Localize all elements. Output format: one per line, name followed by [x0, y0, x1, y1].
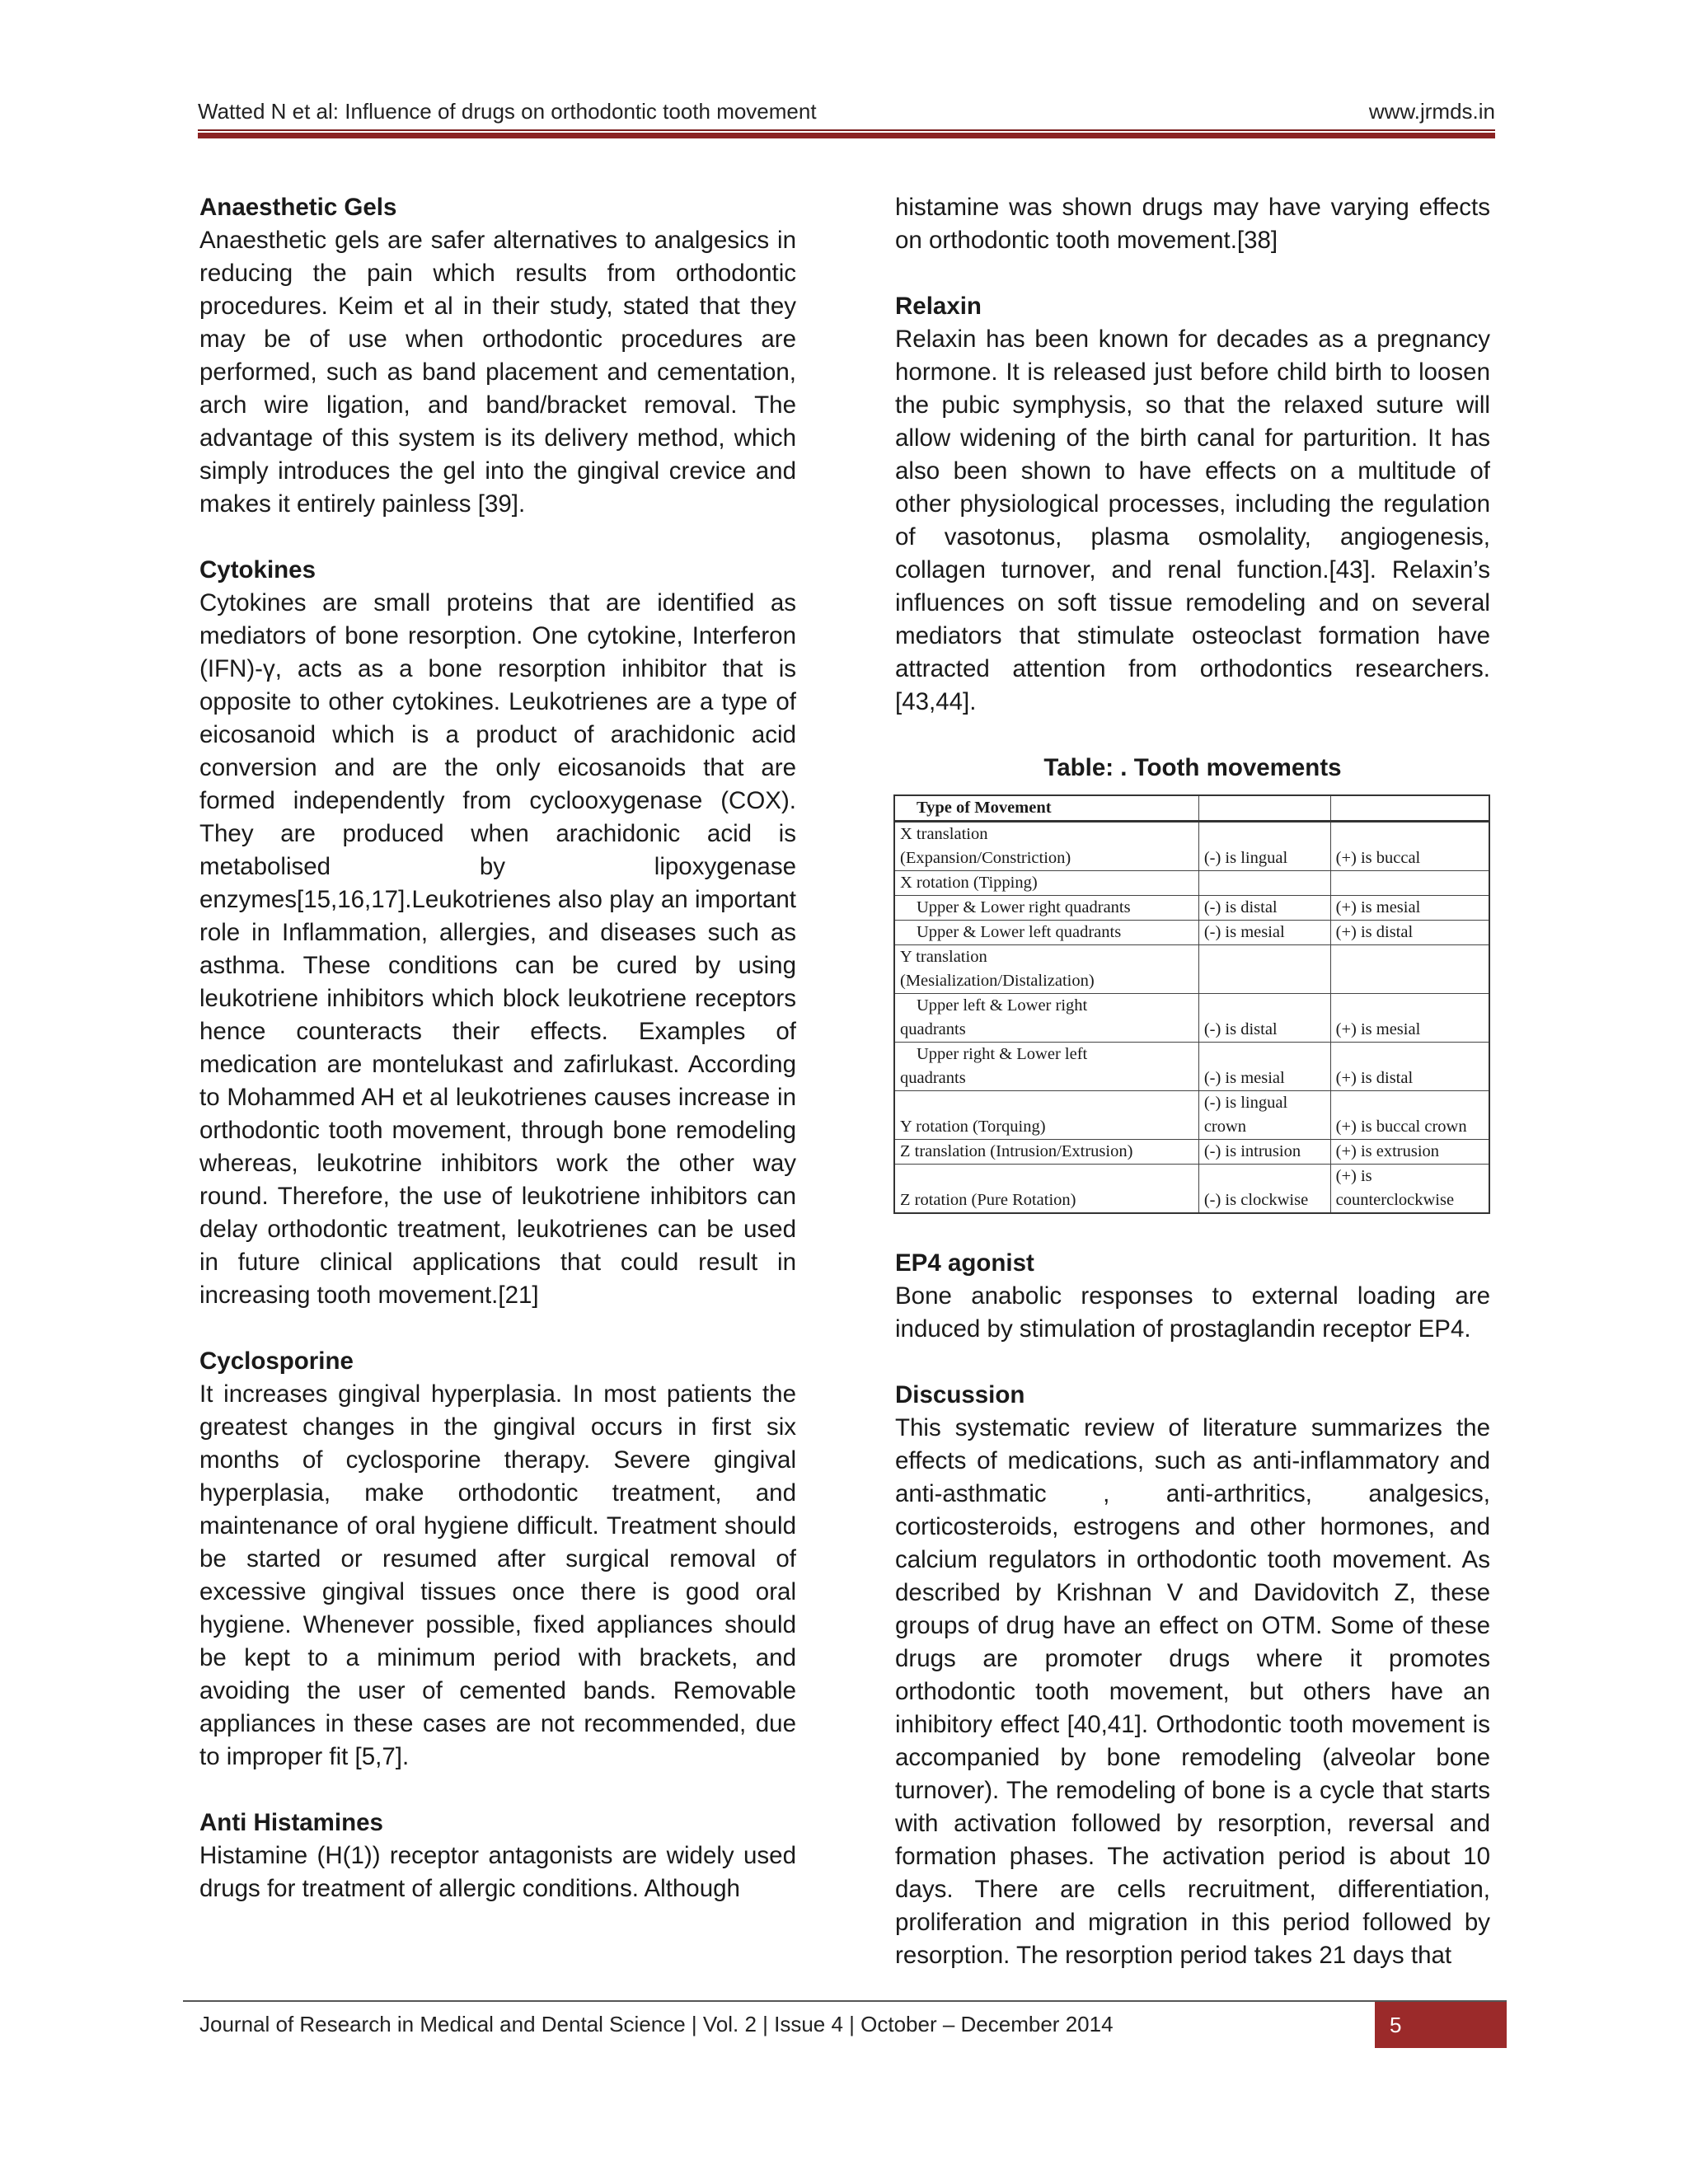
- table-cell: (Expansion/Constriction): [900, 849, 1071, 867]
- table-row: [894, 1165, 1489, 1214]
- table-cell: (+) is buccal: [1330, 822, 1489, 871]
- table-cell: Upper left & Lower right: [917, 996, 1088, 1015]
- table-cell: (+) is distal: [1330, 921, 1489, 945]
- table-header-cell: Type of Movement: [894, 795, 1198, 822]
- table-cell: (+) is distal: [1330, 1043, 1489, 1091]
- table-cell: (-) is clockwise: [1198, 1165, 1330, 1214]
- header-title: Watted N et al: Influence of drugs on orthodontic tooth movement: [198, 99, 817, 124]
- section-heading-cyclosporine: Cyclosporine: [199, 1347, 354, 1375]
- footer-rule: [183, 2000, 1507, 2002]
- table-cell: crown: [1203, 1118, 1247, 1136]
- table-row: [894, 921, 1489, 945]
- table-row: [894, 871, 1489, 896]
- section-body-cytokines: Cytokines are small proteins that are identified as mediators of bone resorption. One cytokine, Interferon (IFN)-γ, acts as a bone resorption inhibitor that is opposite to other cytokines. Leukotrienes are a type of eicosanoid which is a product of arachidonic acid conversion and are the only eicosanoids that are formed independently from cyclooxygenase (COX). They are produced when arachidonic acid is metabolised by lipoxygenase enzymes[15,16,17].Leukotrienes also play an important role in Inflammation, allergies, and diseases such as asthma. These conditions can be cured by using leukotriene inhibitors which block leukotriene receptors hence counteracts their effects. Examples of medication are montelukast and zafirlukast. According to Mohammed AH et al leukotrienes causes increase in orthodontic tooth movement, through bone remodeling whereas, leukotrine inhibitors work the other way round. Therefore, the use of leukotriene inhibitors can delay orthodontic treatment, leukotrienes can be used in future clinical applications that could result in increasing tooth movement.[21]: [199, 589, 796, 1309]
- table-cell: (-) is lingual: [1203, 1094, 1288, 1112]
- section-heading-cytokines: Cytokines: [199, 556, 316, 583]
- table-cell: Upper & Lower left quadrants: [894, 921, 1198, 945]
- table-cell: Upper & Lower right quadrants: [894, 896, 1198, 921]
- table-cell: Y rotation (Torquing): [894, 1091, 1198, 1140]
- running-header: [198, 97, 1495, 125]
- table-cell: (-) is intrusion: [1198, 1140, 1330, 1165]
- table-row: [894, 1043, 1489, 1091]
- table-cell: (-) is distal: [1198, 994, 1330, 1043]
- table-row: [894, 1140, 1489, 1165]
- section-body-ep4: Bone anabolic responses to external loading are induced by stimulation of prostaglandin receptor EP4.: [895, 1282, 1490, 1343]
- table-cell: (-) is mesial: [1198, 1043, 1330, 1091]
- table-cell: [1198, 945, 1330, 994]
- table-header-cell: [1330, 795, 1489, 822]
- table-cell: (-) is distal: [1198, 896, 1330, 921]
- table-row: [894, 945, 1489, 994]
- section-heading-discussion: Discussion: [895, 1381, 1025, 1408]
- table-cell: (+) is buccal crown: [1330, 1091, 1489, 1140]
- table-cell: Z translation (Intrusion/Extrusion): [894, 1140, 1198, 1165]
- table-cell: (+) is: [1335, 1167, 1372, 1185]
- table-cell: X translation: [900, 825, 988, 843]
- header-website[interactable]: www.jrmds.in: [1368, 99, 1495, 124]
- section-heading-antihistamines: Anti Histamines: [199, 1809, 383, 1836]
- section-heading-relaxin: Relaxin: [895, 293, 982, 320]
- page-number: 5: [1375, 2002, 1507, 2048]
- table-cell: (+) is mesial: [1330, 994, 1489, 1043]
- section-heading-ep4: EP4 agonist: [895, 1249, 1034, 1277]
- table-header-row: [894, 795, 1489, 822]
- table-header-cell: [1198, 795, 1330, 822]
- table-cell: X rotation (Tipping): [894, 871, 1198, 896]
- continued-paragraph: histamine was shown drugs may have varying effects on orthodontic tooth movement.[38]: [895, 194, 1490, 254]
- table-cell: Y translation: [900, 948, 987, 966]
- header-rule: [198, 129, 1495, 131]
- table-row: [894, 822, 1489, 871]
- table-cell: Upper right & Lower left: [917, 1045, 1088, 1063]
- table-cell: (+) is mesial: [1330, 896, 1489, 921]
- table-row: [894, 896, 1489, 921]
- section-body-antihistamines: Histamine (H(1)) receptor antagonists are widely used drugs for treatment of allergic conditions. Although: [199, 1842, 796, 1902]
- table-cell: (+) is extrusion: [1330, 1140, 1489, 1165]
- table-row: [894, 1091, 1489, 1140]
- table-cell: (-) is lingual: [1198, 822, 1330, 871]
- section-heading-anaesthetic: Anaesthetic Gels: [199, 194, 397, 221]
- table-cell: quadrants: [900, 1020, 966, 1038]
- table-caption: Table: . Tooth movements: [1043, 754, 1342, 781]
- table-cell: (-) is mesial: [1198, 921, 1330, 945]
- header-rule-thick: [198, 133, 1495, 138]
- table-cell: [1330, 871, 1489, 896]
- section-body-anaesthetic: Anaesthetic gels are safer alternatives to analgesics in reducing the pain which results from orthodontic procedures. Keim et al in their study, stated that they may be of use when orthodontic procedures are performed, such as band placement and cementation, arch wire ligation, and band/bracket removal. The advantage of this system is its delivery method, which simply introduces the gel into the gingival crevice and makes it entirely painless [39].: [199, 227, 796, 518]
- table-cell: Z rotation (Pure Rotation): [894, 1165, 1198, 1214]
- table-row: [894, 994, 1489, 1043]
- table-cell: quadrants: [900, 1069, 966, 1087]
- section-body-cyclosporine: It increases gingival hyperplasia. In most patients the greatest changes in the gingival occurs in first six months of cyclosporine therapy. Severe gingival hyperplasia, make orthodontic treatment, and maintenance of oral hygiene difficult. Treatment should be started or resumed after surgical removal of excessive gingival tissues once there is good oral hygiene. Whenever possible, fixed appliances should be kept to a minimum period with brackets, and avoiding the user of cemented bands. Removable appliances in these cases are not recommended, due to improper fit [5,7].: [199, 1380, 796, 1770]
- right-column: [895, 191, 1490, 1972]
- section-body-discussion: This systematic review of literature summarizes the effects of medications, such as anti-inflammatory and anti-asthmatic , anti-arthritics, analgesics, corticosteroids, estrogens and other hormones, and calcium regulators in orthodontic tooth movement. As described by Krishnan V and Davidovitch Z, these groups of drug have an effect on OTM. Some of these drugs are promoter drugs where it promotes orthodontic tooth movement, but others have an inhibitory effect [40,41]. Orthodontic tooth movement is accompanied by bone remodeling (alveolar bone turnover). The remodeling of bone is a cycle that starts with activation followed by resorption, reversal and formation phases. The activation period is about 10 days. There are cells recruitment, differentiation, proliferation and migration in this period followed by resorption. The resorption period takes 21 days that: [895, 1414, 1490, 1969]
- section-body-relaxin: Relaxin has been known for decades as a pregnancy hormone. It is released just before child birth to loosen the pubic symphysis, so that the relaxed suture will allow widening of the birth canal for parturition. It has also been shown to have effects on a multitude of other physiological processes, including the regulation of vasotonus, plasma osmolality, angiogenesis, collagen turnover, and renal function.[43]. Relaxin’s influences on soft tissue remodeling and on several mediators that stimulate osteoclast formation have attracted attention from orthodontics researchers.[43,44].: [895, 326, 1490, 715]
- table-cell: [1330, 945, 1489, 994]
- tooth-movements-table: [893, 794, 1490, 1214]
- table-cell: counterclockwise: [1335, 1191, 1455, 1209]
- table-cell: [1198, 871, 1330, 896]
- table-cell: (Mesialization/Distalization): [900, 972, 1095, 990]
- journal-footer: Journal of Research in Medical and Dental Science | Vol. 2 | Issue 4 | October – December 2014: [199, 2012, 1114, 2036]
- left-column: [199, 191, 796, 1905]
